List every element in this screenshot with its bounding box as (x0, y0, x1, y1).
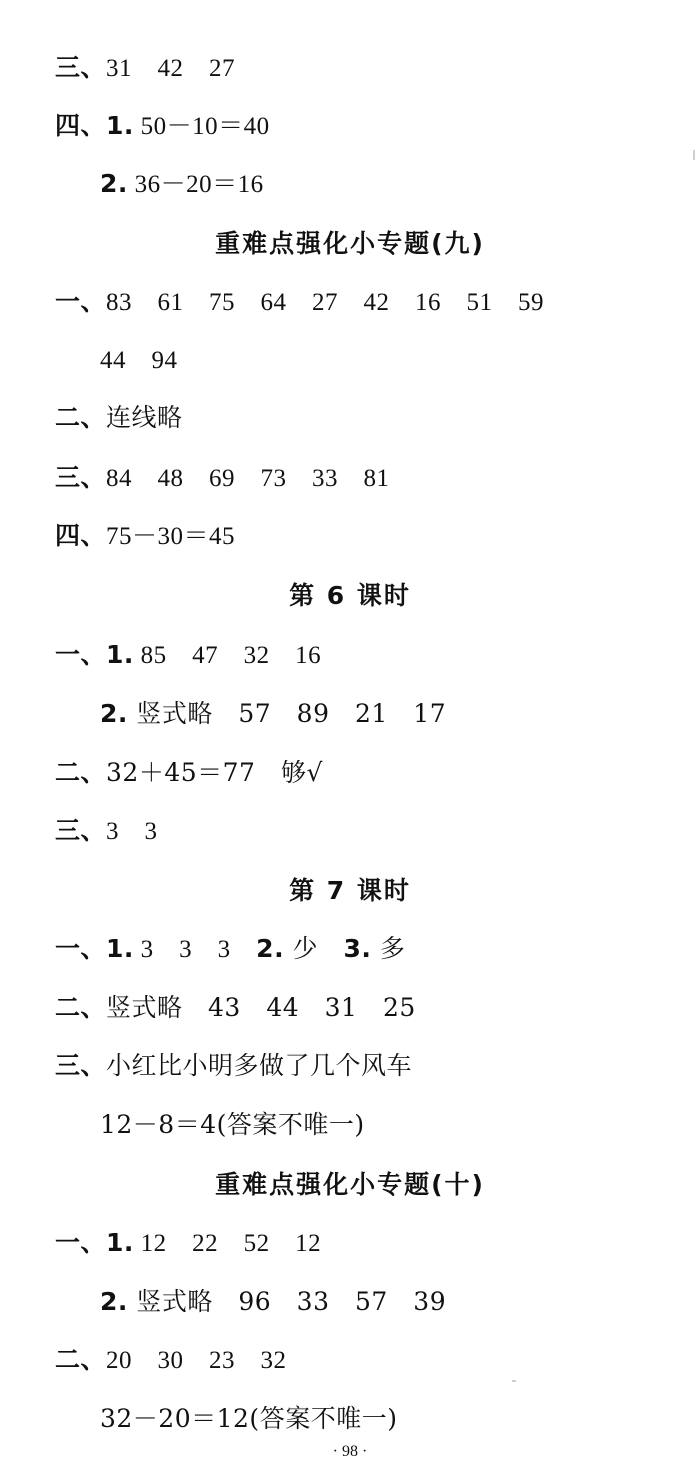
answer-label: 三、 (55, 1051, 107, 1080)
answer-line (100, 1403, 397, 1435)
answer-line (55, 815, 158, 848)
answer-line (55, 520, 235, 553)
answer-text: 44 94 (100, 347, 178, 374)
answer-text: 12 22 52 12 (133, 1230, 322, 1257)
answer-label: 三、 (55, 53, 107, 82)
answer-label: 2. (100, 699, 128, 728)
answer-line (55, 992, 416, 1024)
scan-speck (512, 1380, 516, 1382)
answer-label: 二、 (55, 993, 107, 1022)
answer-sub-label: 2. (256, 934, 285, 963)
answer-sub-label: 3. (343, 934, 372, 963)
answer-label: 二、 (55, 403, 107, 432)
answer-text: 竖式略 96 33 57 39 (127, 1287, 447, 1316)
answer-text: 85 47 32 16 (133, 642, 322, 669)
answer-text: 75－30＝45 (106, 523, 236, 550)
answer-label: 一、1. (55, 640, 134, 669)
answer-label: 二、 (55, 758, 107, 787)
answer-text: 32＋45＝77 够√ (106, 758, 323, 787)
answer-line (55, 757, 323, 789)
answer-label: 一、1. (55, 1228, 134, 1257)
answer-line (100, 344, 178, 377)
answer-line (55, 110, 270, 143)
answer-label: 二、 (55, 1345, 107, 1374)
answer-line (55, 933, 405, 966)
answer-text: 31 42 27 (106, 55, 236, 82)
section-heading: 第 6 课时 (289, 581, 411, 610)
answer-line (55, 462, 390, 495)
answer-text: 12－8＝4(答案不唯一) (100, 1110, 365, 1139)
answer-line (55, 286, 544, 319)
answer-line (100, 698, 446, 730)
answer-label: 四、 (55, 521, 107, 550)
page-number: · 98 · (332, 1443, 368, 1460)
answer-line (55, 52, 235, 85)
section-heading: 重难点强化小专题(十) (215, 1170, 485, 1199)
answer-text: 32－20＝12(答案不唯一) (100, 1404, 398, 1433)
answer-text: 20 30 23 32 (106, 1347, 287, 1374)
answer-text: 84 48 69 73 33 81 (106, 465, 390, 492)
section-heading: 第 7 课时 (289, 876, 411, 905)
answer-text: 36－20＝16 (127, 171, 264, 198)
answer-text: 3 3 3 (133, 936, 257, 963)
answer-line (100, 1109, 365, 1141)
answer-label: 四、1. (55, 111, 134, 140)
answer-text: 竖式略 57 89 21 17 (127, 699, 447, 728)
answer-text: 3 3 (106, 818, 158, 845)
answer-sub-text: 多 (371, 934, 406, 963)
answer-label: 一、 (55, 287, 107, 316)
answer-line (55, 1227, 321, 1260)
answer-line (55, 402, 183, 434)
answer-text: 竖式略 43 44 31 25 (106, 993, 416, 1022)
answer-label: 三、 (55, 816, 107, 845)
answer-text: 83 61 75 64 27 42 16 51 59 (106, 289, 545, 316)
scan-speck (693, 150, 695, 160)
answer-line (100, 168, 264, 201)
answer-label: 2. (100, 1287, 128, 1316)
answer-text: 小红比小明多做了几个风车 (106, 1051, 413, 1080)
answer-line (55, 1050, 412, 1082)
answer-sub-text: 少 (284, 934, 344, 963)
answer-line (100, 1286, 446, 1318)
answer-line (55, 1344, 287, 1377)
section-heading: 重难点强化小专题(九) (215, 229, 485, 258)
answer-line (55, 639, 321, 672)
answer-label: 2. (100, 169, 128, 198)
answer-label: 三、 (55, 463, 107, 492)
answer-text: 50－10＝40 (133, 113, 270, 140)
answer-text: 连线略 (106, 403, 183, 432)
answer-label: 一、1. (55, 934, 134, 963)
